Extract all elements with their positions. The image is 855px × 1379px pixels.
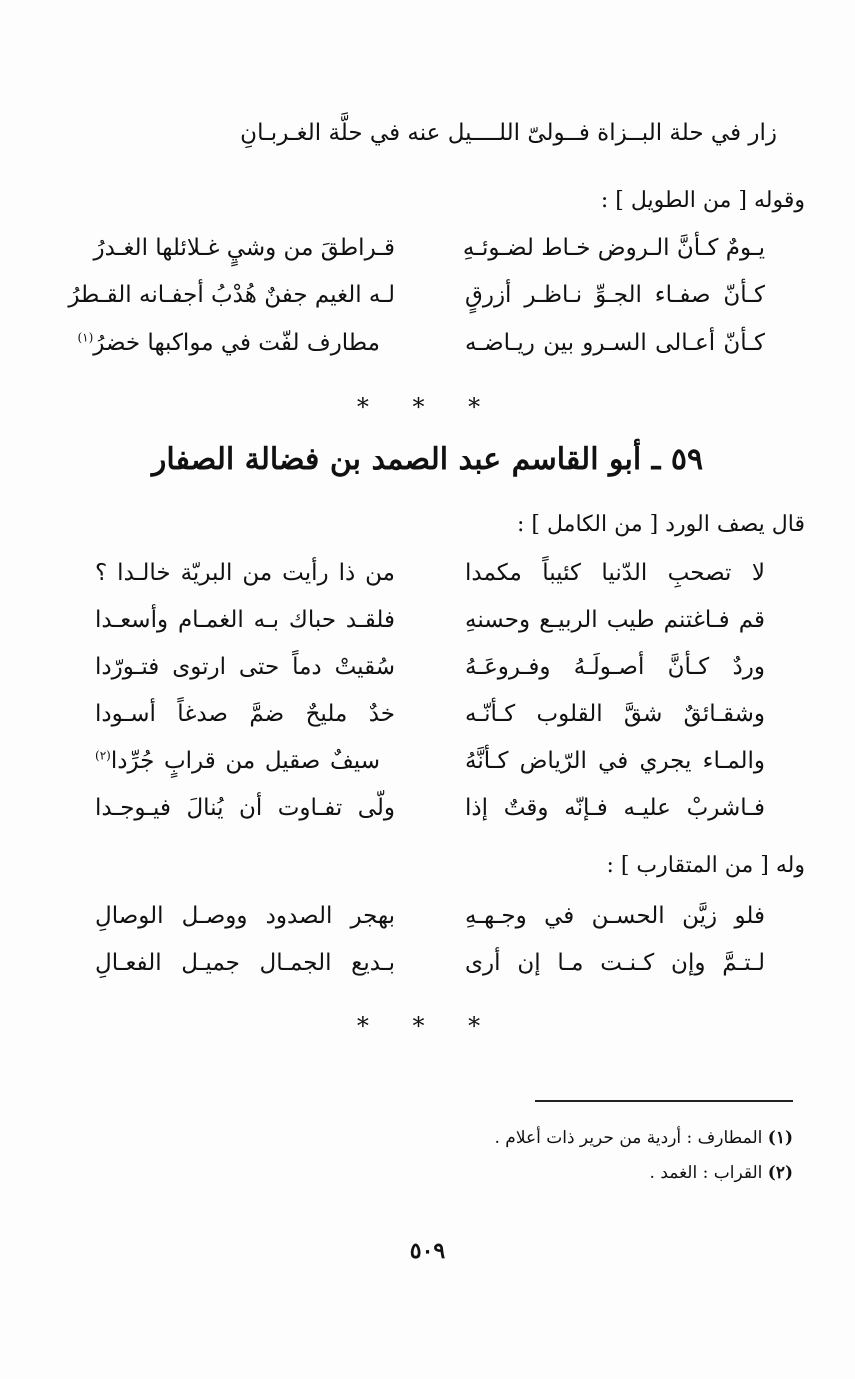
verse-first-hemistich: لـتـمَّ وإن كـنـت مـا إن أرى <box>465 950 765 976</box>
verse-row <box>95 235 805 275</box>
verse-first-hemistich: وشقـائقٌ شقَّ القلوب كـأنّـه <box>465 701 765 727</box>
footnote-number: (٢) <box>767 1163 793 1183</box>
verse-second-hemistich: بـديع الجمـال جميـل الفعـالِ <box>95 950 395 976</box>
footnote-marker: (٢) <box>95 748 111 763</box>
top-verse-line: زار في حلة البــزاة فــولىّ اللــــيل عنه في حلَّة الغـربـانِ <box>240 120 777 146</box>
verse-row <box>95 903 805 943</box>
intro-tawil: وقوله [ من الطويل ] : <box>600 188 805 213</box>
verse-row <box>95 701 805 741</box>
verse-second-hemistich <box>95 748 380 774</box>
verse-first-hemistich: والمـاء يجري في الرّياض كـأنَّهُ <box>465 748 765 774</box>
intro-kamil: قال يصف الورد [ من الكامل ] : <box>517 512 805 537</box>
verse-first-hemistich: فـاشربْ عليـه فـإنّه وقتٌ إذا <box>465 795 765 821</box>
verse-row <box>95 950 805 990</box>
verse-second-hemistich: فلقـد حباك بـه الغمـام وأسعـدا <box>95 607 395 633</box>
verse-second-hemistich: بهجر الصدود ووصـل الوصالِ <box>95 903 395 929</box>
section-divider-stars: * * * <box>356 1012 499 1040</box>
section-divider-stars: * * * <box>356 393 499 421</box>
intro-mutaqarib: وله [ من المتقارب ] : <box>606 853 805 878</box>
footnote-number: (١) <box>767 1128 793 1148</box>
verse-row <box>77 330 805 370</box>
verse-second-hemistich: سُقيتْ دماً حتى ارتوى فتـورّدا <box>95 654 395 680</box>
footnote <box>650 1163 793 1183</box>
verse-second-hemistich: قـراطقَ من وشيٍ غـلائلها الغـدرُ <box>93 235 395 261</box>
footnote-marker: (١) <box>77 330 94 345</box>
verse-second-hemistich: لـه الغيم جفنٌ هُدْبُ أجفـانه القـطرُ <box>68 282 395 308</box>
verse-row <box>95 795 805 835</box>
verse-row <box>95 748 805 788</box>
verse-second-hemistich: من ذا رأيت من البريّة خالـدا ؟ <box>95 560 395 586</box>
verse-row <box>68 282 805 322</box>
verse-first-hemistich: قم فـاغتنم طيب الربيـع وحسنهِ <box>465 607 765 633</box>
verse-first-hemistich: فلو زيَّن الحسـن في وجـهـهِ <box>465 903 765 929</box>
verse-row <box>95 560 805 600</box>
verse-second-hemistich: ولّى تفـاوت أن يُنالَ فيـوجـدا <box>95 795 395 821</box>
verse-first-hemistich: وردٌ كـأنَّ أصـولَـهُ وفـروعَـهُ <box>465 654 765 680</box>
footnote-text: القراب : الغمد . <box>649 1163 763 1183</box>
footnote-text: المطارف : أردية من حرير ذات أعلام . <box>494 1128 763 1148</box>
footnote <box>494 1128 793 1148</box>
verse-first-hemistich: كـأنّ صفـاء الجـوِّ نـاظـر أزرقٍ <box>465 282 765 308</box>
footnote-separator <box>535 1100 793 1102</box>
verse-first-hemistich: كـأنّ أعـالى السـرو بين ريـاضـه <box>465 330 765 356</box>
verse-first-hemistich: يـومٌ كـأنَّ الـروض خـاط لضـوئـهِ <box>462 235 765 261</box>
section-heading: ٥٩ ـ أبو القاسم عبد الصمد بن فضالة الصفار <box>151 442 704 477</box>
verse-text: سيفٌ صقيل من قرابٍ جُرِّدا <box>110 748 380 774</box>
verse-second-hemistich: خدٌ مليحٌ ضمَّ صدغاً أسـودا <box>95 701 395 727</box>
verse-text: مطارف لفّت في مواكبها خضرُ <box>93 330 380 356</box>
verse-row <box>95 654 805 694</box>
verse-first-hemistich: لا تصحبِ الدّنيا كئيباً مكمدا <box>465 560 765 586</box>
verse-second-hemistich <box>77 330 380 356</box>
verse-row <box>95 607 805 647</box>
page-number: ٥٠٩ <box>409 1238 446 1264</box>
